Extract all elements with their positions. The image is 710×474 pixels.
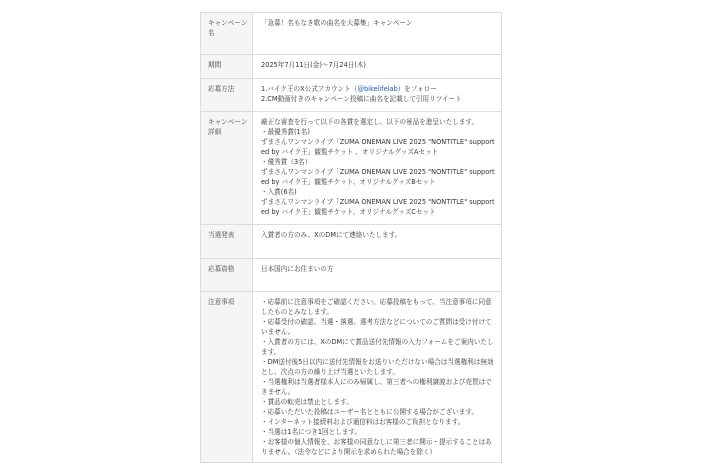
campaign-info-table-container: [200, 12, 502, 463]
value-line: ・応募いただいた投稿はユーザー名とともに公開する場合がございます。: [261, 408, 479, 416]
row-label: 当選発表: [201, 225, 253, 259]
campaign-info-table: [200, 12, 502, 463]
value-line: ・当選権利は当選者様本人にのみ帰属し、第三者への権利譲渡および売買はできません。: [261, 378, 492, 396]
value-line: ・入賞(6名): [261, 188, 297, 196]
row-eligibility: [201, 259, 502, 292]
value-line: ・インターネット接続料および通信料はお客様のご負担となります。: [261, 418, 465, 426]
row-label: キャンペーン詳細: [201, 112, 253, 225]
row-how-to-apply: [201, 79, 502, 112]
row-campaign-name: [201, 13, 502, 55]
row-period: [201, 55, 502, 79]
value-line: ・最優秀賞(1名): [261, 128, 310, 136]
row-winner-announcement: [201, 225, 502, 259]
value-line: ずまさんワンマンライブ「ZUMA ONEMAN LIVE 2025 "NONTITLE" supported by バイク王」観覧チケット、オリジナルグッズCセット: [261, 198, 495, 216]
value-line: ・お客様の個人情報を、お客様の同意なしに第三者に開示・提示することはありません。（法令などにより開示を求められた場合を除く）: [261, 438, 492, 456]
row-value: [253, 225, 502, 259]
apply-step-1-suffix: ）をフォロー: [397, 85, 437, 93]
row-value: [253, 55, 502, 79]
row-label: 応募資格: [201, 259, 253, 292]
apply-step-1-prefix: 1.バイク王のX公式アカウント（: [261, 85, 358, 93]
value-line: [261, 84, 495, 94]
row-value: [253, 112, 502, 225]
value-line: 2025年7月11日(金)〜7月24日(木): [261, 61, 366, 69]
row-value: [253, 259, 502, 292]
row-label: 期間: [201, 55, 253, 79]
row-notes: [201, 292, 502, 463]
row-campaign-details: [201, 112, 502, 225]
value-line: 厳正な審査を行って以下の各賞を選定し、以下の景品を進呈いたします。: [261, 118, 479, 126]
value-line: ・優秀賞（3名）: [261, 158, 312, 166]
row-label: キャンペーン名: [201, 13, 253, 55]
value-line: 「急募！名もなき歌の曲名を大募集」キャンペーン: [261, 19, 413, 27]
value-line: ・賞品の転売は禁止とします。: [261, 398, 353, 406]
x-account-link[interactable]: @bikelifelab: [357, 85, 398, 93]
value-line: ・応募前に注意事項をご確認ください。応募投稿をもって、当注意事項に同意したものとみなします。: [261, 298, 492, 316]
value-line: ずまさんワンマンライブ「ZUMA ONEMAN LIVE 2025 "NONTITLE" supported by バイク王」観覧チケット、オリジナルグッズBセット: [261, 168, 495, 186]
value-line: 日本国内にお住まいの方: [261, 265, 334, 273]
row-label: 注意事項: [201, 292, 253, 463]
row-label: 応募方法: [201, 79, 253, 112]
row-value: [253, 79, 502, 112]
row-value: [253, 292, 502, 463]
value-line: ・当選は1名につき1回とします。: [261, 428, 362, 436]
value-line: 2.CM動画付きのキャンペーン投稿に曲名を記載して引用リツイート: [261, 95, 462, 103]
value-line: 入賞者の方のみ、XのDMにて連絡いたします。: [261, 231, 402, 239]
value-line: ・応募受付の確認、当選・落選、選考方法などについてのご質問は受け付けていません。: [261, 318, 492, 336]
value-line: ・DM送付後5日以内に送付先情報をお送りいただけない場合は当選権利は無効とし、次点の方の繰り上げ当選といたします。: [261, 358, 494, 376]
value-line: ・入賞者の方には、XのDMにて賞品送付先情報の入力フォームをご案内いたします。: [261, 338, 494, 356]
row-value: [253, 13, 502, 55]
value-line: ずまさんワンマンライブ「ZUMA ONEMAN LIVE 2025 "NONTITLE" supported by バイク王」観覧チケット 、オリジナルグッズAセット: [261, 138, 495, 156]
